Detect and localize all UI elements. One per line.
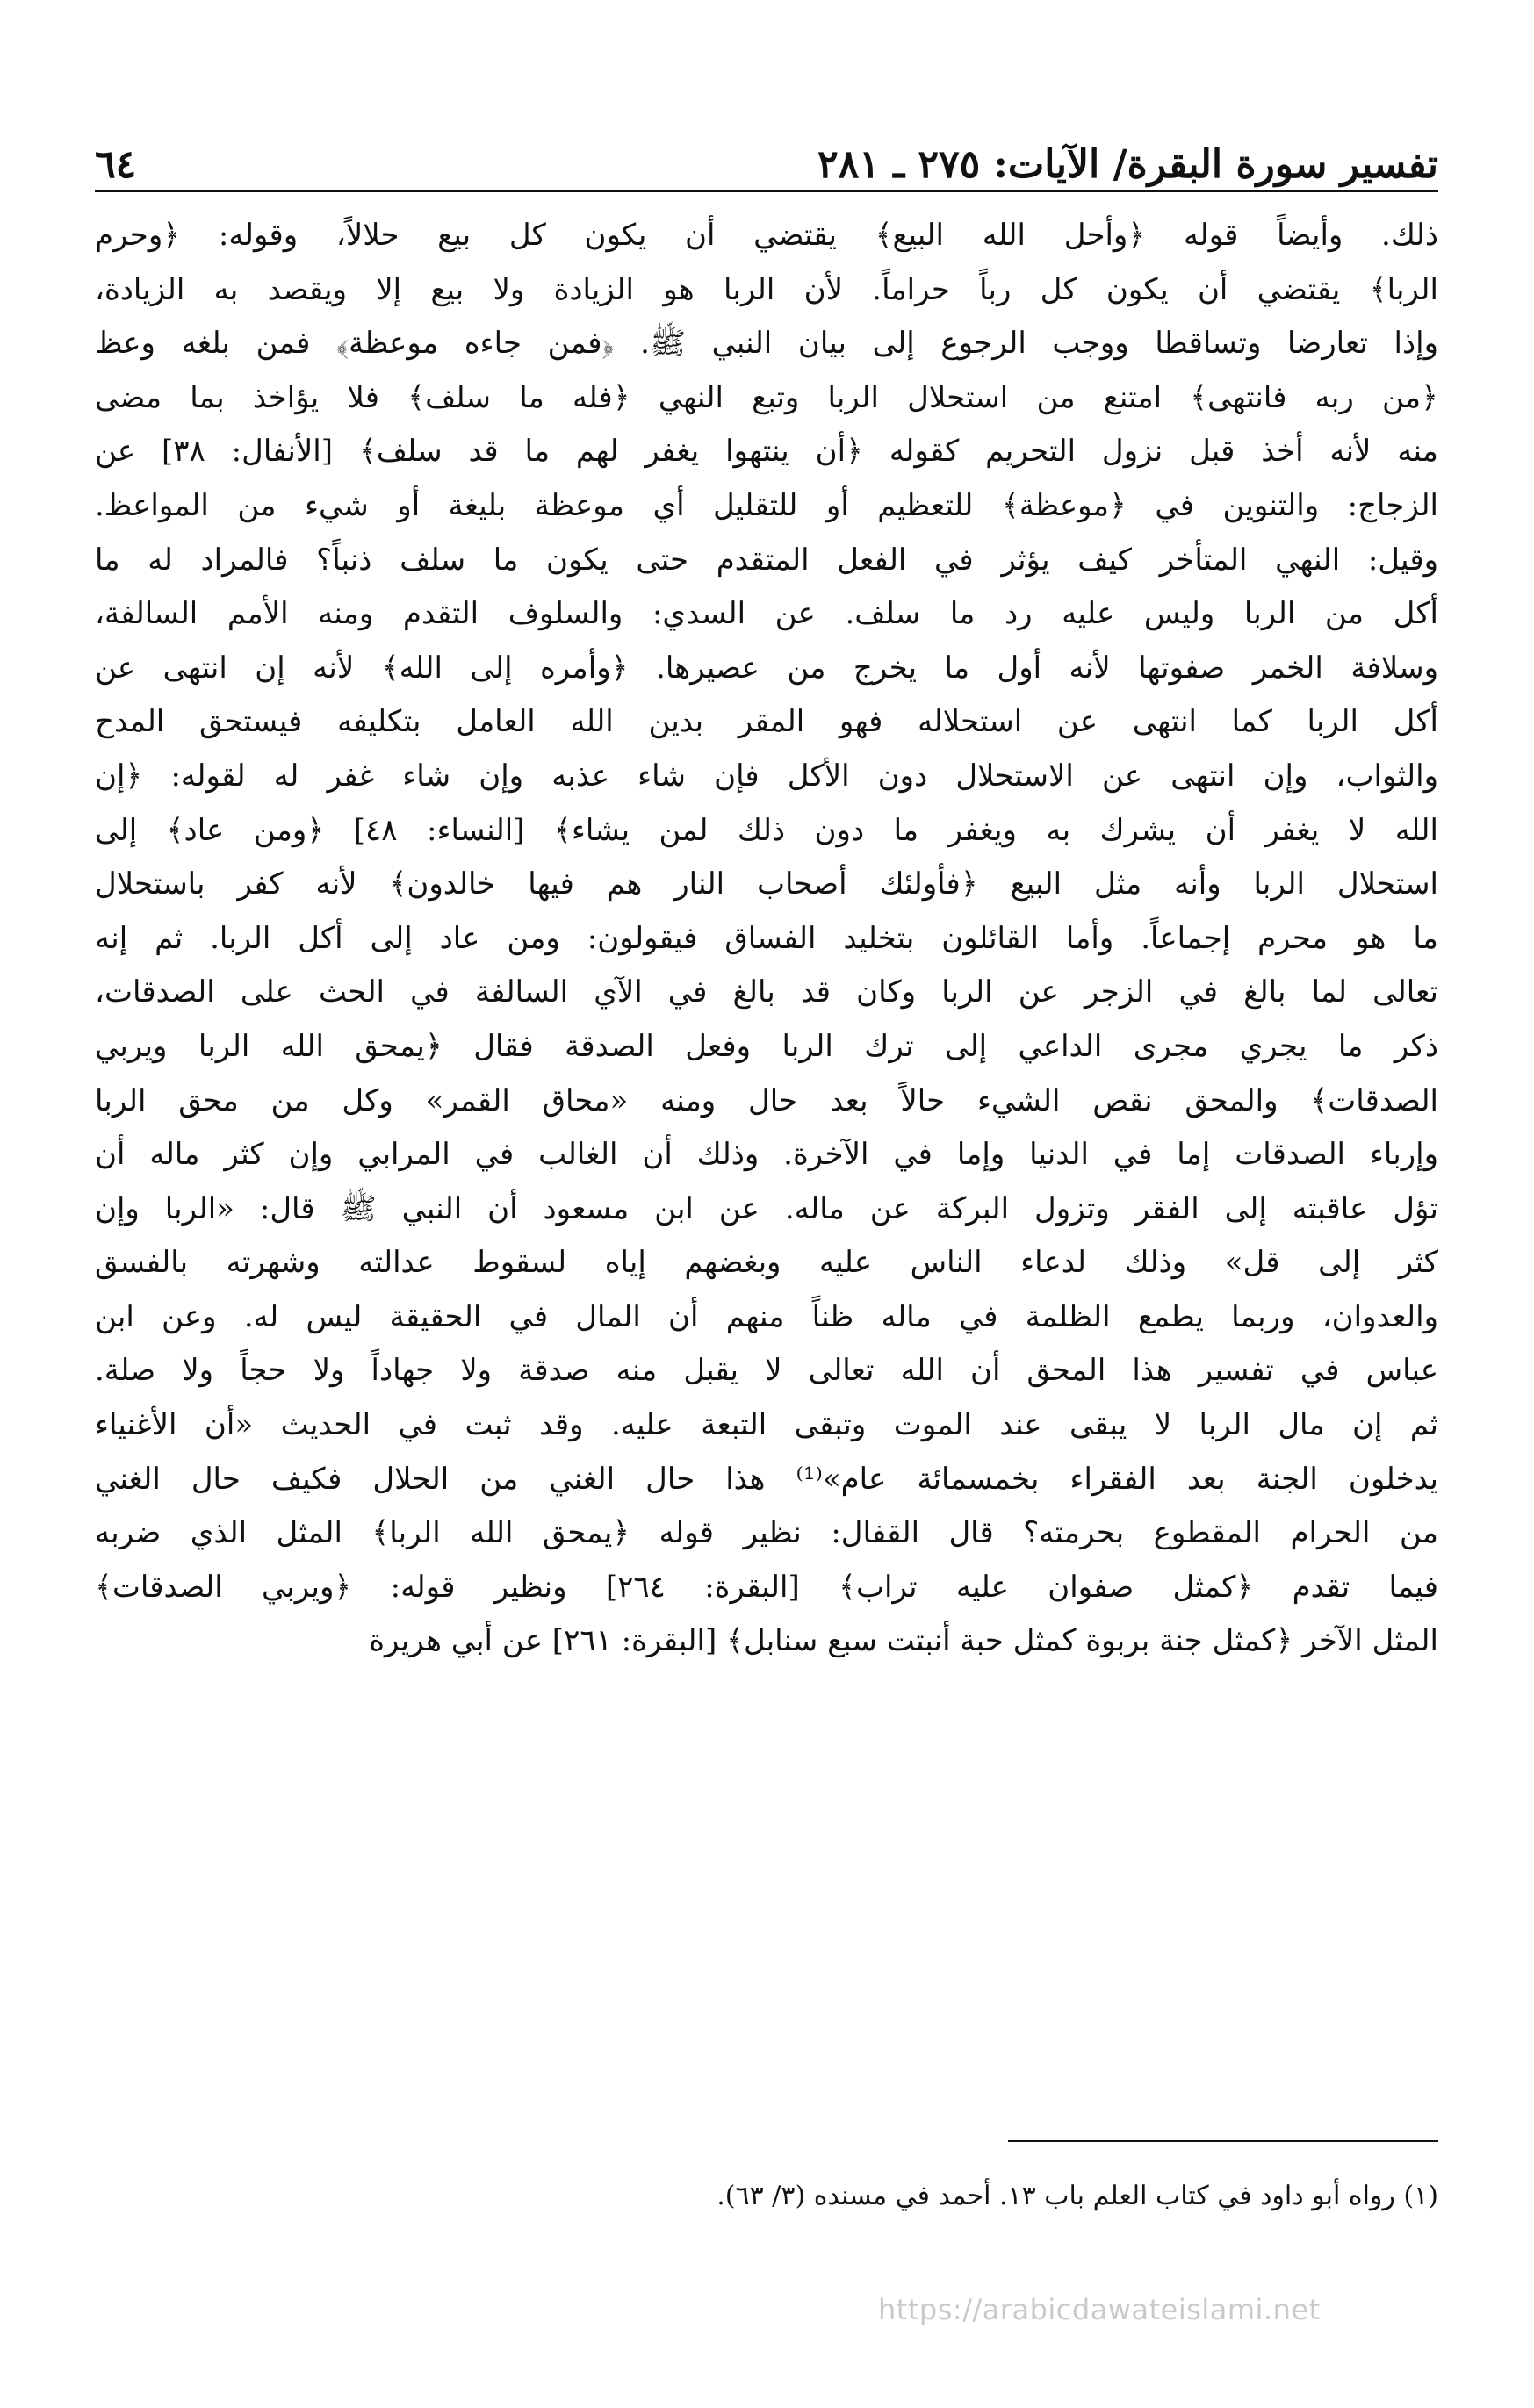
body-line: تعالى لما بالغ في الزجر عن الربا وكان قد بالغ في الآي السالفة في الحث على الصدقات، [95, 974, 1438, 1010]
watermark-url: https://arabicdawateislami.net [878, 2293, 1321, 2326]
body-line: والعدوان، وربما يطمع الظلمة في ماله ظناً منهم أن المال في الحقيقة ليس له. وعن ابن [95, 1298, 1438, 1334]
body-line: الصدقات﴾ والمحق نقص الشيء حالاً بعد حال ومنه «محاق القمر» وكل من محق الربا [95, 1082, 1438, 1118]
footnote: (١) رواه أبو داود في كتاب العلم باب ١٣. أحمد في مسنده (٣/ ٦٣). [717, 2181, 1438, 2211]
body-line: الزجاج: والتنوين في ﴿موعظة﴾ للتعظيم أو للتقليل أي موعظة بليغة أو شيء من المواعظ. [95, 487, 1438, 523]
body-line: استحلال الربا وأنه مثل البيع ﴿فأولئك أصحاب النار هم فيها خالدون﴾ لأنه كفر باستحلال [95, 866, 1438, 902]
body-line: تؤل عاقبته إلى الفقر وتزول البركة عن ماله. عن ابن مسعود أن النبي ﷺ قال: «الربا وإن [95, 1190, 1438, 1226]
body-line: ذكر ما يجري مجرى الداعي إلى ترك الربا وفعل الصدقة فقال ﴿يمحق الله الربا ويربي [95, 1028, 1438, 1064]
body-line: وإذا تعارضا وتساقطا ووجب الرجوع إلى بيان النبي ﷺ. ﴿فمن جاءه موعظة﴾ فمن بلغه وعظ [95, 326, 1438, 362]
body-line: كثر إلى قل» وذلك لدعاء الناس عليه وبغضهم إياه لسقوط عدالته وشهرته بالفسق [95, 1245, 1438, 1281]
body-line: أكل من الربا وليس عليه رد ما سلف. عن السدي: والسلوف التقدم ومنه الأمم السالفة، [95, 596, 1438, 632]
page-number: ٦٤ [95, 142, 137, 187]
body-line: أكل الربا كما انتهى عن استحلاله فهو المقر بدين الله العامل بتكليفه فيستحق المدح [95, 704, 1438, 740]
body-line: يدخلون الجنة بعد الفقراء بخمسمائة عام»⁽¹⁾ هذا حال الغني من الحلال فكيف حال الغني [95, 1461, 1438, 1497]
running-title: تفسير سورة البقرة/ الآيات: ٢٧٥ ـ ٢٨١ [817, 142, 1438, 187]
body-line: ذلك. وأيضاً قوله ﴿وأحل الله البيع﴾ يقتضي أن يكون كل بيع حلالاً، وقوله: ﴿وحرم [95, 218, 1438, 253]
header-rule [95, 190, 1438, 192]
body-line: وإرباء الصدقات إما في الدنيا وإما في الآخرة. وذلك أن الغالب في المرابي وإن كثر ماله أن [95, 1137, 1438, 1173]
body-line: وقيل: النهي المتأخر كيف يؤثر في الفعل المتقدم حتى يكون ما سلف ذنباً؟ فالمراد له ما [95, 542, 1438, 578]
body-line: ﴿من ربه فانتهى﴾ امتنع من استحلال الربا وتبع النهي ﴿فله ما سلف﴾ فلا يؤاخذ بما مضى [95, 379, 1438, 415]
body-line: منه لأنه أخذ قبل نزول التحريم كقوله ﴿أن ينتهوا يغفر لهم ما قد سلف﴾ [الأنفال: ٣٨] عن [95, 434, 1438, 470]
body-line: فيما تقدم ﴿كمثل صفوان عليه تراب﴾ [البقرة: ٢٦٤] ونظير قوله: ﴿ويربي الصدقات﴾ [95, 1569, 1438, 1605]
body-line: ثم إن مال الربا لا يبقى عند الموت وتبقى التبعة عليه. وقد ثبت في الحديث «أن الأغنياء [95, 1407, 1438, 1443]
body-text [95, 209, 1438, 1669]
body-line: المثل الآخر ﴿كمثل جنة بربوة كمثل حبة أنبتت سبع سنابل﴾ [البقرة: ٢٦١] عن أبي هريرة [369, 1623, 1438, 1659]
footnote-rule [1008, 2140, 1438, 2142]
body-line: وسلافة الخمر صفوتها لأنه أول ما يخرج من عصيرها. ﴿وأمره إلى الله﴾ لأنه إن انتهى عن [95, 650, 1438, 686]
page-header [95, 121, 1438, 187]
body-line: الله لا يغفر أن يشرك به ويغفر ما دون ذلك لمن يشاء﴾ [النساء: ٤٨] ﴿ومن عاد﴾ إلى [95, 812, 1438, 848]
body-line: والثواب، وإن انتهى عن الاستحلال دون الأكل فإن شاء عذبه وإن شاء غفر له لقوله: ﴿إن [95, 758, 1438, 794]
body-line: من الحرام المقطوع بحرمته؟ قال القفال: نظير قوله ﴿يمحق الله الربا﴾ المثل الذي ضربه [95, 1515, 1438, 1551]
body-line: الربا﴾ يقتضي أن يكون كل رباً حراماً. لأن الربا هو الزيادة ولا بيع إلا ويقصد به الزيادة، [95, 271, 1438, 307]
body-line: ما هو محرم إجماعاً. وأما القائلون بتخليد الفساق فيقولون: ومن عاد إلى أكل الربا. ثم إنه [95, 920, 1438, 956]
body-line: عباس في تفسير هذا المحق أن الله تعالى لا يقبل منه صدقة ولا جهاداً ولا حجاً ولا صلة. [95, 1353, 1438, 1389]
